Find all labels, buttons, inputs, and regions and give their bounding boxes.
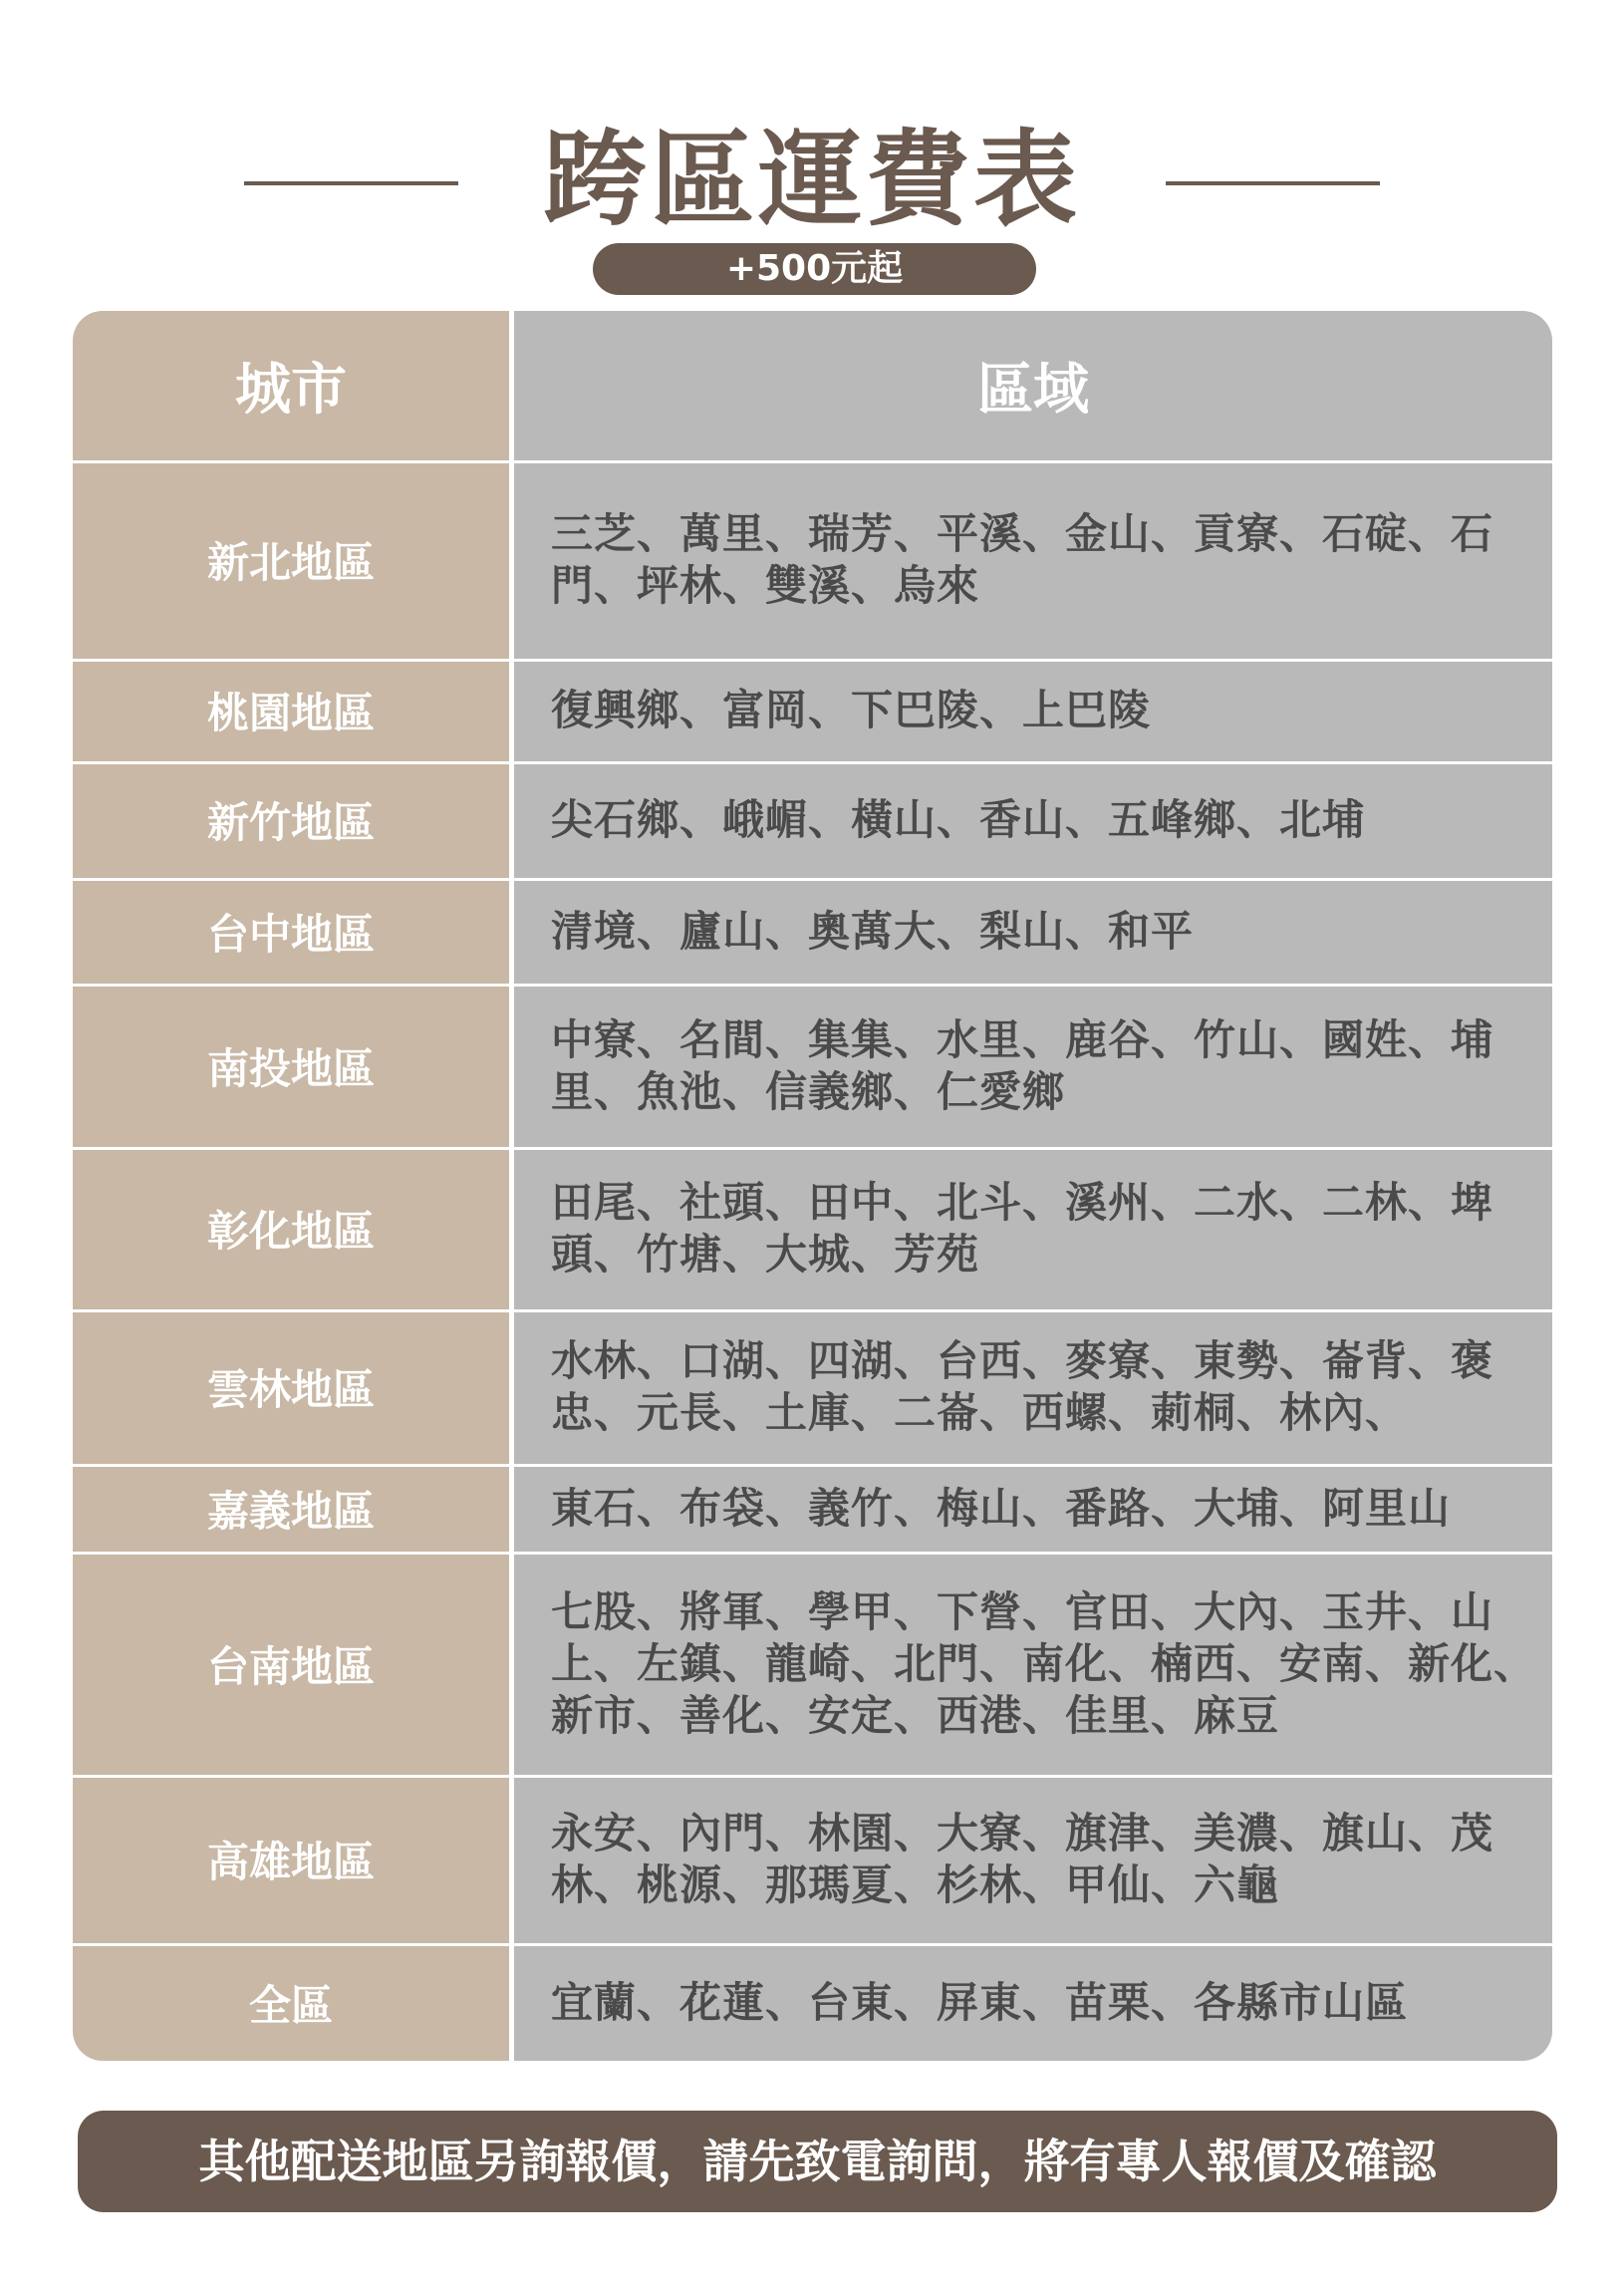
area-cell — [551, 763, 1542, 877]
area-text: 東石、布袋、義竹、梅山、番路、大埔、阿里山 — [551, 1483, 1452, 1533]
area-cell — [551, 1777, 1542, 1942]
area-cell — [551, 986, 1542, 1146]
title-divider-right — [1166, 181, 1380, 185]
title-area — [0, 120, 1624, 239]
city-cell: 新竹地區 — [206, 798, 375, 847]
area-cell — [551, 1149, 1542, 1308]
city-cell: 彰化地區 — [206, 1207, 375, 1256]
price-badge: +500元起 — [593, 243, 1036, 295]
area-text: 中寮、名間、集集、水里、鹿谷、竹山、國姓、埔里、魚池、信義鄉、仁愛鄉 — [551, 1014, 1494, 1116]
area-text: 宜蘭、花蓮、台東、屏東、苗栗、各縣市山區 — [551, 1978, 1409, 2027]
area-text: 復興鄉、富岡、下巴陵、上巴陵 — [551, 686, 1152, 734]
area-text: 七股、將軍、學甲、下營、官田、大內、玉井、山上、左鎮、龍崎、北門、南化、楠西、安南、新化、新市、善化、安定、西港、佳里、麻豆 — [551, 1586, 1537, 1740]
area-cell — [551, 1554, 1542, 1774]
area-text: 清境、廬山、奧萬大、梨山、和平 — [551, 906, 1195, 956]
area-cell — [551, 1466, 1542, 1551]
header-city: 城市 — [235, 358, 347, 423]
city-cell: 雲林地區 — [206, 1365, 375, 1414]
area-text: 田尾、社頭、田中、北斗、溪州、二水、二林、埤頭、竹塘、大城、芳苑 — [551, 1178, 1494, 1279]
footer-notice: 其他配送地區另詢報價，請先致電詢問，將有專人報價及確認 — [78, 2111, 1557, 2212]
city-cell: 台南地區 — [206, 1641, 375, 1691]
area-text: 尖石鄉、峨嵋、橫山、香山、五峰鄉、北埔 — [551, 795, 1366, 844]
area-cell — [551, 880, 1542, 983]
city-cell: 全區 — [248, 1981, 333, 2030]
city-cell: 南投地區 — [206, 1043, 375, 1093]
area-cell — [551, 462, 1542, 658]
page-title: 跨區運費表 — [542, 119, 1081, 240]
area-text: 永安、內門、林園、大寮、旗津、美濃、旗山、茂林、桃源、那瑪夏、杉林、甲仙、六龜 — [551, 1809, 1494, 1909]
area-text: 三芝、萬里、瑞芳、平溪、金山、貢寮、石碇、石門、坪林、雙溪、烏來 — [551, 509, 1494, 610]
area-cell — [551, 661, 1542, 760]
shipping-fee-table — [73, 311, 1552, 2061]
area-text: 水林、口湖、四湖、台西、麥寮、東勢、崙背、褒忠、元長、土庫、二崙、西螺、莿桐、林內、 — [551, 1336, 1494, 1437]
city-cell: 桃園地區 — [206, 689, 375, 737]
area-cell — [551, 1311, 1542, 1463]
city-cell: 新北地區 — [206, 538, 375, 587]
area-cell — [551, 1945, 1542, 2061]
city-cell: 台中地區 — [206, 909, 375, 959]
header-area: 區域 — [977, 358, 1089, 423]
city-cell: 嘉義地區 — [206, 1486, 375, 1536]
city-cell: 高雄地區 — [206, 1838, 375, 1886]
